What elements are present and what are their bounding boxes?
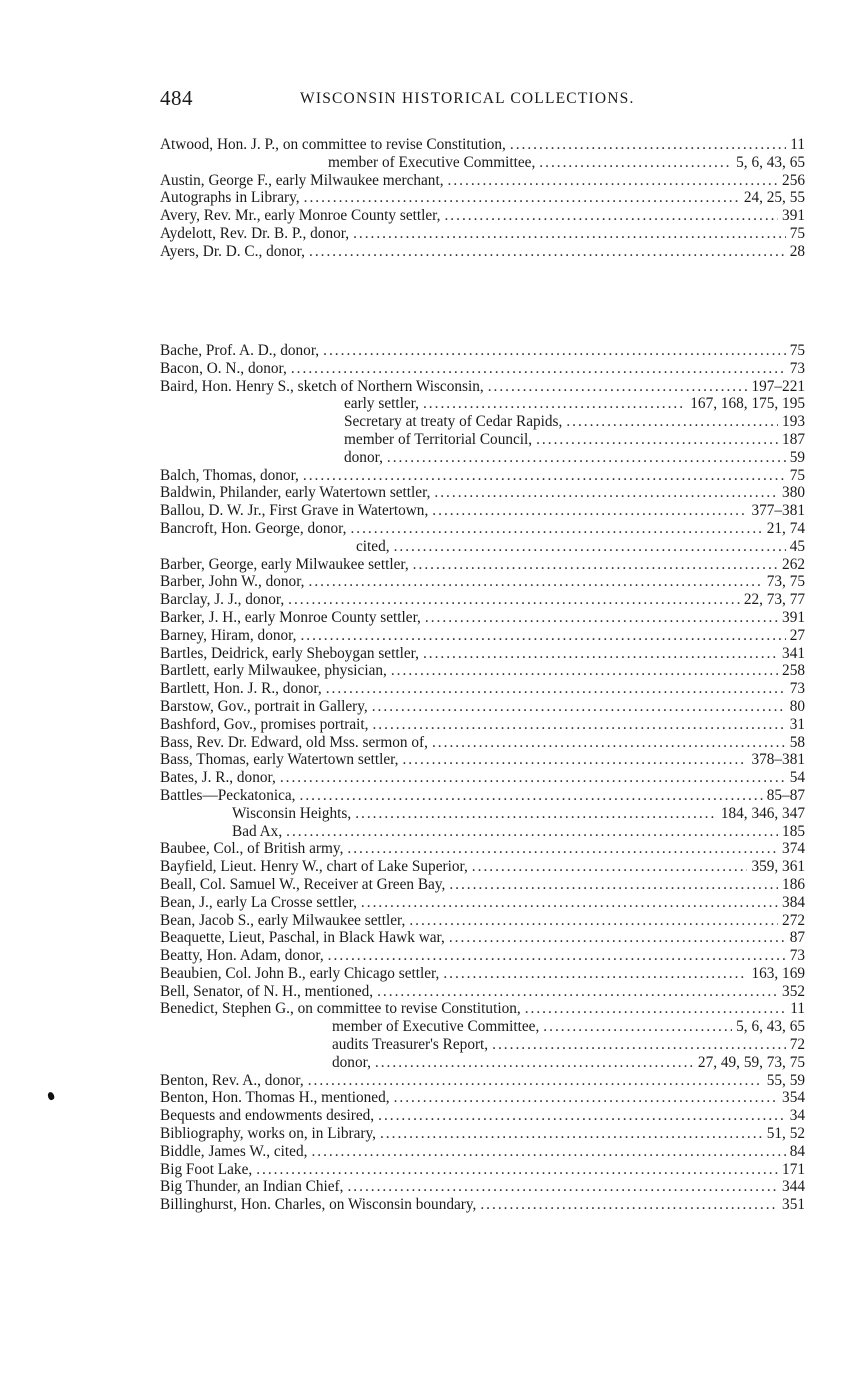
index-entry xyxy=(160,1178,805,1196)
entry-pages: 391 xyxy=(782,207,805,225)
entry-text: Beatty, Hon. Adam, donor, xyxy=(160,947,324,965)
entry-pages: 58 xyxy=(789,733,805,751)
dot-leader xyxy=(448,172,779,190)
entry-text: Barker, J. H., early Monroe County settler, xyxy=(160,608,421,626)
index-entry xyxy=(160,360,805,378)
entry-text: Bean, J., early La Crosse settler, xyxy=(160,893,357,911)
entry-text: Bartlett, Hon. J. R., donor, xyxy=(160,680,322,698)
entry-text: early settler, xyxy=(344,395,419,413)
dot-leader xyxy=(308,1072,763,1090)
entry-pages: 5, 6, 43, 65 xyxy=(736,153,805,171)
dot-leader xyxy=(394,538,786,556)
dot-leader xyxy=(443,965,747,983)
index-entry xyxy=(160,894,805,912)
index-entry xyxy=(160,929,805,947)
index-entry xyxy=(160,556,805,574)
entry-text: Bean, Jacob S., early Milwaukee settler, xyxy=(160,911,406,929)
entry-pages: 185 xyxy=(782,822,805,840)
entry-pages: 28 xyxy=(789,242,805,260)
index-entry xyxy=(160,207,805,225)
dot-leader xyxy=(304,189,740,207)
index-entry xyxy=(160,136,805,154)
dot-leader xyxy=(444,207,778,225)
index-entry xyxy=(160,378,805,396)
dot-leader xyxy=(288,591,740,609)
dot-leader xyxy=(291,360,786,378)
index-entry xyxy=(160,573,805,591)
index-entry xyxy=(160,467,805,485)
entry-text: member of Executive Committee, xyxy=(328,153,536,171)
index-entry xyxy=(160,484,805,502)
entry-pages: 344 xyxy=(782,1178,805,1196)
index-entry xyxy=(160,189,805,207)
entry-pages: 391 xyxy=(782,608,805,626)
entry-pages: 359, 361 xyxy=(751,858,805,876)
entry-pages: 45 xyxy=(789,537,805,555)
index-entry xyxy=(160,698,805,716)
entry-pages: 374 xyxy=(782,840,805,858)
entry-text: donor, xyxy=(332,1053,371,1071)
entry-text: Beaquette, Lieut, Paschal, in Black Hawk war, xyxy=(160,929,445,947)
dot-leader xyxy=(353,225,786,243)
entry-pages: 84 xyxy=(789,1142,805,1160)
entry-text: Secretary at treaty of Cedar Rapids, xyxy=(344,413,563,431)
entry-text: Ayers, Dr. D. C., donor, xyxy=(160,242,305,260)
index-entry xyxy=(160,225,805,243)
entry-pages: 11 xyxy=(790,136,805,153)
dot-leader xyxy=(525,1000,787,1018)
entry-text: Bashford, Gov., promises portrait, xyxy=(160,715,369,733)
index-entry xyxy=(160,734,805,752)
dot-leader xyxy=(311,1143,785,1161)
ink-speck xyxy=(47,1091,55,1101)
entry-pages: 72 xyxy=(789,1036,805,1054)
entry-text: Atwood, Hon. J. P., on committee to revise Constitution, xyxy=(160,136,506,153)
entry-pages: 5, 6, 43, 65 xyxy=(736,1018,805,1036)
entry-pages: 197–221 xyxy=(751,377,805,395)
index-entry xyxy=(160,769,805,787)
entry-pages: 272 xyxy=(782,911,805,929)
entry-text: Bibliography, works on, in Library, xyxy=(160,1125,376,1143)
entry-pages: 354 xyxy=(782,1089,805,1107)
page-header xyxy=(160,86,800,116)
entry-text: Bartlett, early Milwaukee, physician, xyxy=(160,662,387,680)
entry-text: member of Executive Committee, xyxy=(332,1018,540,1036)
dot-leader xyxy=(402,751,747,769)
index-entry xyxy=(160,751,805,769)
dot-leader xyxy=(539,154,732,172)
entry-text: Baldwin, Philander, early Watertown settler, xyxy=(160,484,431,502)
dot-leader xyxy=(300,627,785,645)
entry-text: Bass, Rev. Dr. Edward, old Mss. sermon of, xyxy=(160,733,428,751)
entry-text: Billinghurst, Hon. Charles, on Wisconsin boundary, xyxy=(160,1196,477,1214)
entry-text: Beall, Col. Samuel W., Receiver at Green Bay, xyxy=(160,875,446,893)
entry-text: Balch, Thomas, donor, xyxy=(160,466,299,484)
entry-text: audits Treasurer's Report, xyxy=(332,1036,489,1054)
entry-pages: 51, 52 xyxy=(766,1125,805,1143)
dot-leader xyxy=(309,243,786,261)
entry-pages: 73, 75 xyxy=(766,573,805,591)
index-entry xyxy=(160,1196,805,1214)
index-entry xyxy=(160,1161,805,1179)
index-entry xyxy=(160,840,805,858)
entry-pages: 31 xyxy=(789,715,805,733)
dot-leader xyxy=(347,840,778,858)
entry-pages: 24, 25, 55 xyxy=(743,189,805,207)
entry-pages: 186 xyxy=(782,875,805,893)
dot-leader xyxy=(286,823,778,841)
dot-leader xyxy=(256,1161,778,1179)
index-entry xyxy=(160,983,805,1001)
page-number: 484 xyxy=(160,86,193,110)
dot-leader xyxy=(423,395,686,413)
entry-text: Barstow, Gov., portrait in Gallery, xyxy=(160,697,368,715)
entry-text: member of Territorial Council, xyxy=(344,430,533,448)
entry-pages: 341 xyxy=(782,644,805,662)
entry-pages: 87 xyxy=(789,929,805,947)
dot-leader xyxy=(391,662,778,680)
dot-leader xyxy=(372,698,786,716)
running-head: WISCONSIN HISTORICAL COLLECTIONS. xyxy=(300,90,635,107)
index-entry xyxy=(160,680,805,698)
dot-leader xyxy=(303,467,786,485)
entry-text: Barber, John W., donor, xyxy=(160,573,305,591)
index-entry xyxy=(160,858,805,876)
entry-text: Bass, Thomas, early Watertown settler, xyxy=(160,751,399,769)
entry-pages: 171 xyxy=(782,1160,805,1178)
entry-text: Ballou, D. W. Jr., First Grave in Watertown, xyxy=(160,502,429,520)
entry-pages: 55, 59 xyxy=(766,1071,805,1089)
entry-text: Baird, Hon. Henry S., sketch of Northern Wisconsin, xyxy=(160,377,484,395)
entry-text: Benton, Hon. Thomas H., mentioned, xyxy=(160,1089,390,1107)
index-entry xyxy=(160,342,805,360)
entry-pages: 73 xyxy=(789,680,805,698)
index-entry xyxy=(160,413,805,431)
dot-leader xyxy=(326,680,786,698)
dot-leader xyxy=(566,413,778,431)
index-entry xyxy=(160,805,805,823)
dot-leader xyxy=(361,894,778,912)
index-entry xyxy=(160,1089,805,1107)
dot-leader xyxy=(394,1089,778,1107)
dot-leader xyxy=(449,929,786,947)
entry-text: Benton, Rev. A., donor, xyxy=(160,1071,304,1089)
index-entry xyxy=(160,627,805,645)
dot-leader xyxy=(432,734,786,752)
entry-pages: 27 xyxy=(789,626,805,644)
index-entry xyxy=(160,243,805,261)
entry-pages: 34 xyxy=(789,1107,805,1125)
entry-pages: 22, 73, 77 xyxy=(743,591,805,609)
index-entry xyxy=(160,1018,805,1036)
entry-pages: 75 xyxy=(789,224,805,242)
entry-pages: 377–381 xyxy=(751,502,805,520)
dot-leader xyxy=(375,1054,694,1072)
entry-pages: 256 xyxy=(782,171,805,189)
entry-pages: 54 xyxy=(789,769,805,787)
entry-text: Barber, George, early Milwaukee settler, xyxy=(160,555,409,573)
dot-leader xyxy=(434,484,778,502)
entry-text: Bad Ax, xyxy=(232,822,283,840)
entry-text: Austin, George F., early Milwaukee merchant, xyxy=(160,171,444,189)
index-entry xyxy=(160,965,805,983)
index-entry xyxy=(160,1054,805,1072)
index-entry xyxy=(160,1072,805,1090)
entry-pages: 262 xyxy=(782,555,805,573)
index-entry xyxy=(160,395,805,413)
index-entry xyxy=(160,520,805,538)
index-entry xyxy=(160,1125,805,1143)
dot-leader xyxy=(409,912,778,930)
entry-pages: 11 xyxy=(790,1000,805,1018)
dot-leader xyxy=(480,1196,778,1214)
dot-leader xyxy=(378,1107,786,1125)
entry-text: Bacon, O. N., donor, xyxy=(160,359,287,377)
dot-leader xyxy=(425,609,778,627)
index-entry xyxy=(160,662,805,680)
entry-pages: 75 xyxy=(789,466,805,484)
entry-pages: 163, 169 xyxy=(751,964,805,982)
dot-leader xyxy=(377,983,778,1001)
entry-pages: 27, 49, 59, 73, 75 xyxy=(697,1053,805,1071)
index-entry xyxy=(160,154,805,172)
entry-pages: 187 xyxy=(782,430,805,448)
entry-text: Avery, Rev. Mr., early Monroe County settler, xyxy=(160,207,441,225)
index-entry xyxy=(160,431,805,449)
entry-pages: 80 xyxy=(789,697,805,715)
entry-text: Big Thunder, an Indian Chief, xyxy=(160,1178,344,1196)
index-entry xyxy=(160,823,805,841)
dot-leader xyxy=(488,378,748,396)
entry-text: cited, xyxy=(356,537,390,555)
entry-pages: 193 xyxy=(782,413,805,431)
entry-pages: 75 xyxy=(789,342,805,359)
entry-text: Bates, J. R., donor, xyxy=(160,769,276,787)
entry-text: Bache, Prof. A. D., donor, xyxy=(160,342,320,359)
index-entry xyxy=(160,538,805,556)
entry-text: Bayfield, Lieut. Henry W., chart of Lake Superior, xyxy=(160,858,468,876)
index-entry xyxy=(160,947,805,965)
index-entry xyxy=(160,876,805,894)
entry-text: Beaubien, Col. John B., early Chicago settler, xyxy=(160,964,440,982)
index-entry xyxy=(160,1143,805,1161)
entry-pages: 352 xyxy=(782,982,805,1000)
dot-leader xyxy=(472,858,748,876)
entry-pages: 378–381 xyxy=(751,751,805,769)
entry-pages: 380 xyxy=(782,484,805,502)
entry-pages: 21, 74 xyxy=(766,519,805,537)
entry-pages: 59 xyxy=(789,448,805,466)
index-section-b xyxy=(160,342,805,1214)
index-entry xyxy=(160,1107,805,1125)
dot-leader xyxy=(536,431,778,449)
dot-leader xyxy=(355,805,717,823)
dot-leader xyxy=(280,769,786,787)
entry-text: Wisconsin Heights, xyxy=(232,804,352,822)
entry-text: Barney, Hiram, donor, xyxy=(160,626,297,644)
entry-text: Baubee, Col., of British army, xyxy=(160,840,344,858)
dot-leader xyxy=(423,645,778,663)
dot-leader xyxy=(380,1125,763,1143)
dot-leader xyxy=(323,342,786,360)
index-entry xyxy=(160,591,805,609)
entry-text: donor, xyxy=(344,448,383,466)
dot-leader xyxy=(309,573,763,591)
entry-pages: 73 xyxy=(789,947,805,965)
index-entry xyxy=(160,1000,805,1018)
entry-text: Battles—Peckatonica, xyxy=(160,786,296,804)
entry-pages: 351 xyxy=(782,1196,805,1214)
entry-text: Big Foot Lake, xyxy=(160,1160,253,1178)
dot-leader xyxy=(372,716,785,734)
index-entry xyxy=(160,1036,805,1054)
dot-leader xyxy=(492,1036,786,1054)
dot-leader xyxy=(413,556,778,574)
entry-pages: 384 xyxy=(782,893,805,911)
entry-text: Autographs in Library, xyxy=(160,189,300,207)
dot-leader xyxy=(347,1178,778,1196)
entry-text: Bancroft, Hon. George, donor, xyxy=(160,519,347,537)
dot-leader xyxy=(387,449,786,467)
entry-text: Bequests and endowments desired, xyxy=(160,1107,375,1125)
dot-leader xyxy=(328,947,786,965)
index-entry xyxy=(160,912,805,930)
entry-pages: 184, 346, 347 xyxy=(720,804,805,822)
entry-pages: 73 xyxy=(789,359,805,377)
index-entry xyxy=(160,787,805,805)
dot-leader xyxy=(510,136,786,154)
entry-text: Benedict, Stephen G., on committee to revise Constitution, xyxy=(160,1000,521,1018)
entry-text: Bell, Senator, of N. H., mentioned, xyxy=(160,982,374,1000)
dot-leader xyxy=(449,876,778,894)
index-entry xyxy=(160,716,805,734)
entry-text: Barclay, J. J., donor, xyxy=(160,591,285,609)
index-entry xyxy=(160,449,805,467)
entry-text: Aydelott, Rev. Dr. B. P., donor, xyxy=(160,224,350,242)
dot-leader xyxy=(350,520,762,538)
dot-leader xyxy=(300,787,763,805)
dot-leader xyxy=(543,1018,732,1036)
entry-pages: 258 xyxy=(782,662,805,680)
index-entry xyxy=(160,502,805,520)
dot-leader xyxy=(432,502,747,520)
entry-pages: 167, 168, 175, 195 xyxy=(690,395,805,413)
index-section-a xyxy=(160,136,805,261)
index-entry xyxy=(160,645,805,663)
index-entry xyxy=(160,609,805,627)
entry-pages: 85–87 xyxy=(766,786,805,804)
entry-text: Bartles, Deidrick, early Sheboygan settler, xyxy=(160,644,419,662)
entry-text: Biddle, James W., cited, xyxy=(160,1142,308,1160)
index-entry xyxy=(160,172,805,190)
